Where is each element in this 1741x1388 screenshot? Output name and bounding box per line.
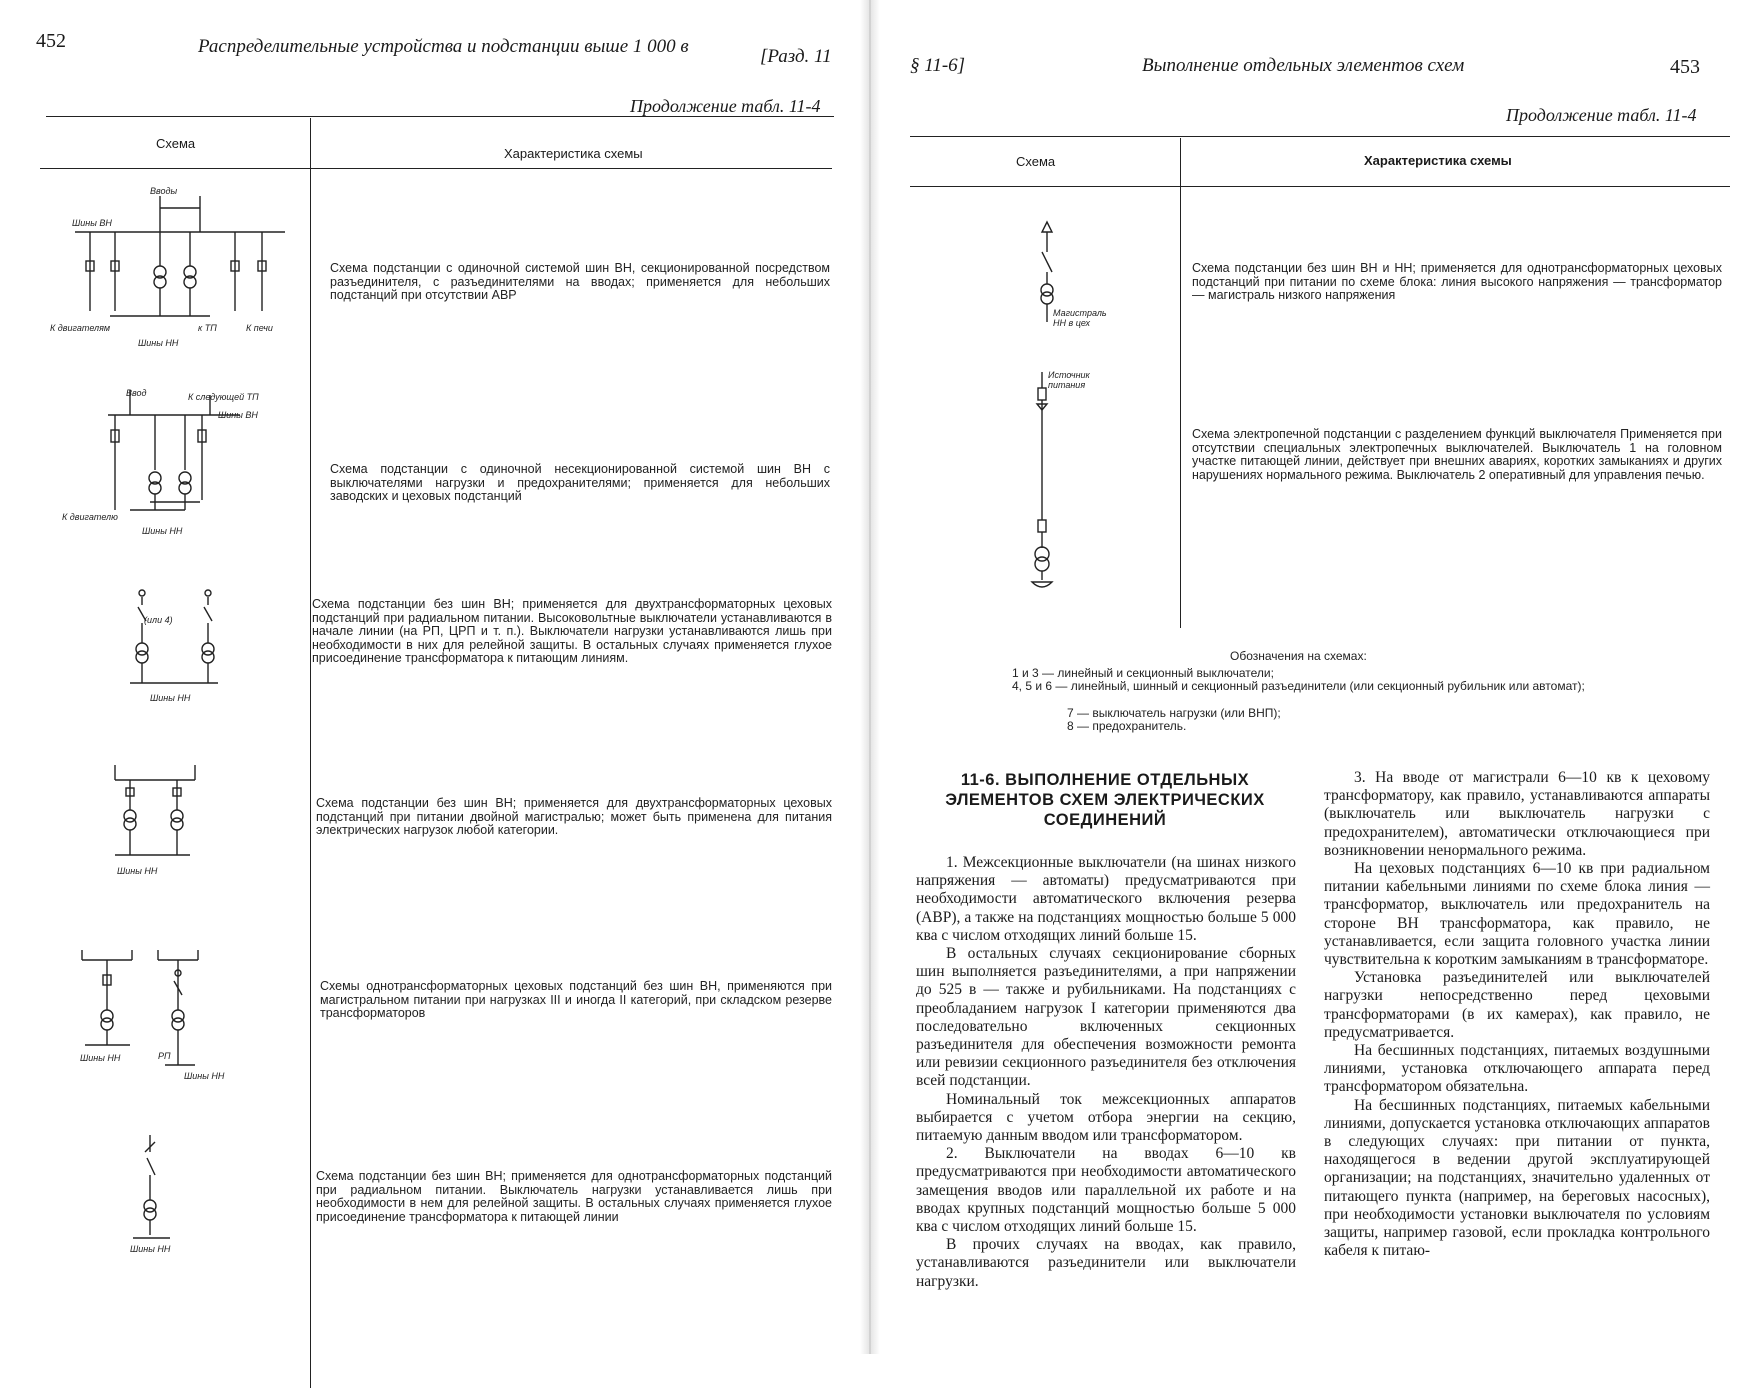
paragraph: 3. На вводе от магистрали 6—10 кв к цеховому трансформатору, как правило, устанавливаются аппараты (выключатель или выключатель нагрузки с предохранителем), автоматически отключающиеся при возникновении ненормального режима. [1324,769,1710,859]
label-vvody: Вводы [150,186,178,196]
label-k-tp: к ТП [198,323,217,333]
book-gutter [860,0,880,1354]
legend-item: 1 и 3 — линейный и секционный выключатели; [1012,666,1274,680]
section-ref: [Разд. 11 [760,46,832,67]
scheme-diagram-2 [62,388,280,540]
paragraph: В прочих случаях на вводах, как правило, устанавливаются разъединители или выключатели нагрузки. [916,1236,1296,1290]
section-title: 11-6. ВЫПОЛНЕНИЕ ОТДЕЛЬНЫХ ЭЛЕМЕНТОВ СХЕМ ЭЛЕКТРИЧЕСКИХ СОЕДИНЕНИЙ [945,771,1265,829]
running-head: Выполнение отдельных элементов схем [1142,55,1465,76]
label-shiny-nn: Шины НН [117,866,158,876]
row-4-description: Схема подстанции без шин ВН; применяется для двухтрансформаторных цеховых подстанций при питании двойной магистралью; может быть применена для питания электрических нагрузок любой категории. [316,796,832,837]
paragraph: В остальных случаях секционирование сборных шин выполняется разъединителями, а при напряжении до 525 в — также и рубильниками. На подстанциях с преобладанием нагрузок I категории применяются два последовательно включенных секционных разъединителя для обеспечения возможности ремонта или ревизии секционного разъединителя без отключения всей подстанции. [916,945,1296,1090]
table-continuation: Продолжение табл. 11-4 [630,96,821,116]
table-header-rule [910,186,1730,187]
column-header-characteristic: Характеристика схемы [1364,153,1512,168]
column-header-scheme: Схема [1016,154,1056,169]
legend-item: 7 — выключатель нагрузки (или ВНП); [1067,706,1281,720]
label-shiny-vn: Шины ВН [218,410,258,420]
paragraph: 2. Выключатели на вводах 6—10 кв предусматриваются при необходимости автоматического замещения вводов или параллельной их работе и на вводах крупных подстанций мощностью больше 5 000 ква с числом отходящих линий больше 15. [916,1145,1296,1236]
label-shiny-nn: Шины НН [130,1244,171,1254]
label-magistral: Магистраль [1053,308,1107,318]
label-shiny-nn: Шины НН [80,1053,121,1063]
label-k-dvigatelyu: К двигателю [62,512,118,522]
body-column-2 [1324,769,1710,1260]
table-top-rule [46,116,834,117]
label-nn-v-tseh: НН в цех [1053,318,1090,328]
scheme-diagram-6 [125,1130,205,1270]
legend-item: 4, 5 и 6 — линейный, шинный и секционный разъединители (или секционный рубильник или автомат); [1012,679,1585,693]
label-shiny-nn-2: Шины НН [184,1071,225,1081]
label-pitaniya: питания [1048,380,1086,390]
label-shiny-nn: Шины НН [150,693,191,703]
label-rp: РП [158,1051,171,1061]
label-istochnik: Источник [1048,370,1090,380]
paragraph: На бесшинных подстанциях, питаемых кабельными линиями, допускается установка отключающих аппаратов в следующих случаях: при питании от пункта, находящегося в ведении другой эксплуатирующей организации; на подстанциях, значительно удаленных от питающего пункта (например, на береговых насосных), при необходимости установки выключателя по условиям защиты, например газовой, если прокладка контрольного кабеля к питаю- [1324,1096,1710,1260]
row-6-description: Схема подстанции без шин ВН; применяется для однотрансформаторных подстанций при радиальном питании. Выключатель нагрузки устанавливается лишь при необходимости в нем для релейной защиты. В остальных случаях применяется глухое присоединение трансформатора к питающей линии [316,1169,832,1224]
label-shiny-vn: Шины ВН [72,218,112,228]
label-k-pechi: К печи [246,323,273,333]
table-top-rule [910,136,1730,137]
column-header-characteristic: Характеристика схемы [504,146,643,161]
left-page [0,0,860,1354]
label-vvod: Ввод [126,388,147,398]
scheme-diagram-3 [100,585,260,705]
row-1-description: Схема подстанции с одиночной системой шин ВН, секционированной посредством разъединителя, с разъединителями на вводах; применяется для небольших подстанций при отсутствии АВР [330,261,830,302]
paragraph: 1. Межсекционные выключатели (на шинах низкого напряжения — автоматы) предусматриваются при необходимости автоматического включения резерва (АВР), а также на подстанциях мощностью больше 5 000 ква с числом отходящих линий больше 15. [916,854,1296,944]
row-3-description: Схема подстанции без шин ВН; применяется для двухтрансформаторных цеховых подстанций при радиальном питании. Высоковольтные выключатели устанавливаются в начале линии (на РП, ЦРП и т. п.). Выключатели нагрузки устанавливаются лишь при необходимости в них для релейной защиты. В остальных случаях применяется глухое присоединение трансформатора к питающим линиям. [312,597,832,665]
table-column-divider [310,118,311,1388]
column-header-scheme: Схема [156,136,196,151]
table-header-rule [40,168,832,169]
row-r2-description: Схема электропечной подстанции с разделением функций выключателя Применяется при отсутствии специальных электропечных выключателей. Выключатель 1 на головном участке питающей линии, действует при внешних авариях, коротких замыканиях и других нарушениях нормального режима. Выключатель 2 оперативный для управления печью. [1192,427,1722,482]
paragraph: На цеховых подстанциях 6—10 кв при радиальном питании кабельными линиями по схеме блока линия — трансформатор, выключатель или предохранитель на стороне ВН трансформатора, как правило, не устанавливается, если защита головного участка линии чувствительна к коротким замыканиям в трансформаторе. [1324,860,1710,969]
label-k-sleduyushchei-tp: К следующей ТП [188,392,259,402]
table-column-divider [1180,138,1181,628]
page-number: 453 [1670,56,1700,78]
table-continuation: Продолжение табл. 11-4 [1506,105,1697,125]
legend-item: 8 — предохранитель. [1067,719,1187,733]
paragraph: Номинальный ток межсекционных аппаратов выбирается с учетом отбора энергии на секцию, питаемую данным вводом или трансформатором. [916,1090,1296,1145]
paragraph: Установка разъединителей или выключателей нагрузки непосредственно перед цеховыми трансформаторами (в их камерах), как правило, не предусматривается. [1324,969,1710,1041]
row-5-description: Схемы однотрансформаторных цеховых подстанций без шин ВН, применяются при магистральном питании при нагрузках III и иногда II категорий, при складском резерве трансформаторов [320,979,832,1020]
section-ref: § 11-6] [910,55,966,76]
scheme-diagram-r2 [1020,370,1150,600]
body-column-1 [916,854,1296,1291]
right-page [880,0,1741,1354]
label-k-dvigatelyam: К двигателям [50,323,111,333]
running-head: Распределительные устройства и подстанции выше 1 000 в [198,36,689,57]
label-shiny-nn: Шины НН [142,526,183,536]
scheme-diagram-r1 [1025,222,1155,332]
row-2-description: Схема подстанции с одиночной несекционированной системой шин ВН с выключателями нагрузки и предохранителями; применяется для небольших заводских и цеховых подстанций [330,462,830,503]
scheme-diagram-1 [50,186,290,356]
legend-title: Обозначения на схемах: [1230,649,1367,663]
label-ili4: (или 4) [144,615,173,625]
label-shiny-nn: Шины НН [138,338,179,348]
row-r1-description: Схема подстанции без шин ВН и НН; применяется для однотрансформаторных цеховых подстанций при питании по схеме блока: линия высокого напряжения — трансформатор — магистраль низкого напряжения [1192,261,1722,302]
page-number: 452 [36,30,66,52]
paragraph: На бесшинных подстанциях, питаемых воздушными линиями, установка отключающего аппарата перед трансформатором обязательна. [1324,1042,1710,1096]
scheme-diagram-5 [80,945,270,1085]
scheme-diagram-4 [105,760,215,880]
